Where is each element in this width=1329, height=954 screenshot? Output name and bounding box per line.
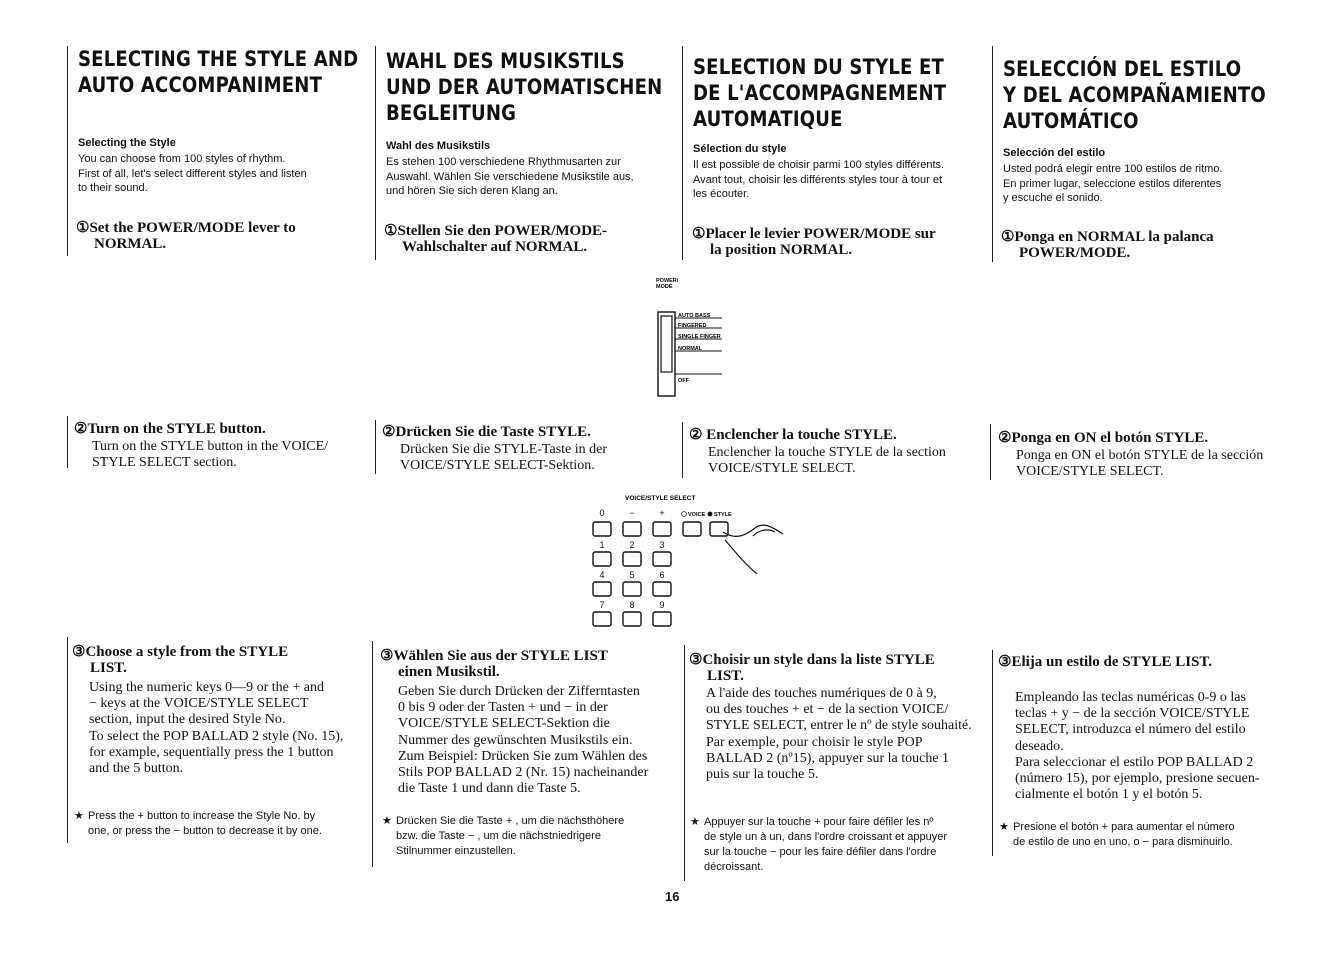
note-en-line1: Press the + button to increase the Style No. by bbox=[88, 810, 316, 822]
step3-de-head-line1: ③Wählen Sie aus der STYLE LIST bbox=[380, 648, 608, 664]
step3-de-body-line5: Zum Beispiel: Drücken Sie zum Wählen des bbox=[398, 748, 648, 764]
power-mode-pos-single-finger: SINGLE FINGER bbox=[678, 334, 721, 340]
step2-fr-head: ② Enclencher la touche STYLE. bbox=[689, 427, 897, 443]
step3-es-body-line4: deseado. bbox=[1015, 738, 1064, 754]
rule-fr-title bbox=[682, 46, 683, 260]
note-en-line2: one, or press the − button to decrease it by one. bbox=[88, 825, 322, 837]
step3-de-body-line7: die Taste 1 und dann die Taste 5. bbox=[398, 781, 581, 797]
note-fr bbox=[690, 815, 948, 875]
power-mode-header-line2: MODE bbox=[656, 284, 673, 290]
voice-button[interactable] bbox=[683, 522, 701, 536]
note-fr-line2: de style un à un, dans l'ordre croissant et appuyer bbox=[704, 831, 948, 843]
step3-de-head-line2: einen Musikstil. bbox=[398, 664, 500, 680]
key-label-8: 8 bbox=[629, 600, 635, 610]
step3-en-body-line1: Using the numeric keys 0—9 or the + and bbox=[89, 680, 324, 695]
title-en bbox=[78, 46, 358, 98]
rule-fr-step2 bbox=[682, 422, 683, 478]
intro-en-line1: You can choose from 100 styles of rhythm. bbox=[78, 153, 286, 165]
rule-de-title bbox=[375, 46, 376, 260]
rule-en-title bbox=[67, 46, 68, 256]
note-es bbox=[999, 820, 1235, 850]
key-1[interactable] bbox=[593, 552, 611, 566]
rule-de-step2 bbox=[375, 420, 376, 474]
power-mode-pos-auto-bass: AUTO BASS bbox=[678, 313, 711, 319]
step1-es bbox=[1001, 229, 1214, 261]
step1-es-line2: POWER/MODE. bbox=[1019, 245, 1131, 261]
step2-es-body-line2: VOICE/STYLE SELECT. bbox=[1016, 464, 1164, 480]
note-de-line2: bzw. die Taste − , um die nächstniedrigere bbox=[396, 830, 601, 842]
intro-de-line1: Es stehen 100 verschiedene Rhythmusarten zur bbox=[386, 156, 621, 168]
rule-fr-step3 bbox=[684, 645, 685, 881]
step3-fr-body-line2: ou des touches + et − de la section VOICE/ bbox=[706, 702, 949, 718]
power-mode-header-line1: POWER/ bbox=[656, 278, 679, 284]
rule-en-step3 bbox=[67, 637, 68, 843]
intro-de-line2: Auswahl. Wählen Sie verschiedene Musikstile aus, bbox=[386, 170, 634, 183]
rule-es-step3 bbox=[992, 650, 993, 856]
step3-de-body-line4: Nummer des gewünschten Musikstils ein. bbox=[398, 732, 633, 748]
intro-fr-line3: les écouter. bbox=[693, 188, 750, 200]
title-en-line1: SELECTING THE STYLE AND bbox=[78, 47, 359, 71]
step1-en-line2: NORMAL. bbox=[94, 236, 167, 252]
subhead-fr: Sélection du style bbox=[693, 143, 787, 155]
step2-es-body bbox=[1016, 448, 1263, 480]
title-fr bbox=[693, 54, 946, 132]
voice-label: VOICE bbox=[688, 512, 706, 518]
key-6[interactable] bbox=[653, 582, 671, 596]
power-mode-pos-normal: NORMAL bbox=[678, 346, 703, 352]
step3-en-body-line4: To select the POP BALLAD 2 style (No. 15), bbox=[89, 728, 344, 744]
step1-en bbox=[76, 220, 296, 252]
step3-es-body-line6: (número 15), por ejemplo, presione secuen- bbox=[1015, 771, 1260, 787]
key-5[interactable] bbox=[623, 582, 641, 596]
step3-en-body-line3: section, input the desired Style No. bbox=[89, 712, 286, 728]
key-label-9: 9 bbox=[659, 600, 665, 610]
step3-de-body-line6: Stils POP BALLAD 2 (Nr. 15) nacheinander bbox=[398, 765, 649, 781]
step3-es-body-line7: cialmente el botón 1 y el botón 5. bbox=[1015, 787, 1203, 803]
title-es-line2: Y DEL ACOMPAÑAMIENTO bbox=[1003, 83, 1266, 107]
subhead-de: Wahl des Musikstils bbox=[386, 140, 491, 152]
key-8[interactable] bbox=[623, 612, 641, 626]
intro-es-line3: y escuche el sonido. bbox=[1003, 192, 1103, 204]
step3-fr-body-line1: A l'aide des touches numériques de 0 à 9, bbox=[706, 686, 937, 701]
step2-fr-body bbox=[708, 445, 946, 477]
step1-fr-line1: ①Placer le levier POWER/MODE sur bbox=[692, 226, 936, 242]
subhead-es: Selección del estilo bbox=[1003, 147, 1106, 159]
step3-de-body bbox=[398, 684, 648, 797]
step3-en-body-line2: − keys at the VOICE/STYLE SELECT bbox=[89, 696, 309, 712]
step1-fr-line2: la position NORMAL. bbox=[710, 242, 853, 258]
intro-en-line2: First of all, let's select different styles and listen bbox=[78, 167, 307, 180]
intro-en-line3: to their sound. bbox=[78, 182, 148, 194]
key-label-0: 0 bbox=[599, 508, 605, 518]
note-fr-star-icon: ★ bbox=[690, 816, 700, 828]
title-en-line2: AUTO ACCOMPANIMENT bbox=[78, 73, 323, 97]
step3-de-body-line1: Geben Sie durch Drücken der Zifferntasten bbox=[398, 684, 640, 699]
intro-fr-line2: Avant tout, choisir les différents styles tour à tour et bbox=[693, 173, 943, 186]
rule-es-title bbox=[992, 46, 993, 262]
key-4[interactable] bbox=[593, 582, 611, 596]
pointing-hand-icon bbox=[723, 525, 783, 574]
step3-fr-body-line6: puis sur la touche 5. bbox=[706, 767, 819, 783]
step3-es-body-line3: SELECT, introduzca el número del estilo bbox=[1015, 722, 1246, 738]
note-de bbox=[382, 814, 625, 859]
note-es-line1: Presione el botón + para aumentar el número bbox=[1013, 821, 1235, 833]
intro-fr bbox=[693, 158, 944, 202]
step3-es-body-line2: teclas + y − de la sección VOICE/STYLE bbox=[1015, 706, 1250, 722]
power-mode-pos-off: OFF bbox=[678, 378, 689, 384]
title-de-line2: UND DER AUTOMATISCHEN bbox=[386, 75, 663, 99]
key-7[interactable] bbox=[593, 612, 611, 626]
intro-es-line1: Usted podrá elegir entre 100 estilos de ritmo. bbox=[1003, 163, 1223, 175]
step3-es-head bbox=[998, 654, 1212, 670]
step2-en-head: ②Turn on the STYLE button. bbox=[74, 421, 266, 437]
power-mode-diagram bbox=[650, 272, 730, 402]
title-es bbox=[1003, 56, 1266, 134]
title-de-line1: WAHL DES MUSIKSTILS bbox=[386, 49, 625, 73]
rule-en-step2 bbox=[67, 416, 68, 468]
note-fr-line4: décroissant. bbox=[704, 861, 764, 873]
note-es-line2: de estilo de uno en uno, o − para disminuirlo. bbox=[1013, 836, 1233, 848]
page-number: 16 bbox=[665, 889, 680, 904]
step2-de-body bbox=[400, 442, 607, 474]
step3-es-body bbox=[1015, 690, 1260, 803]
step3-es-head-line1: ③Elija un estilo de STYLE LIST. bbox=[998, 654, 1213, 670]
step2-de-head: ②Drücken Sie die Taste STYLE. bbox=[382, 424, 591, 440]
step1-es-line1: ①Ponga en NORMAL la palanca bbox=[1001, 229, 1214, 245]
style-indicator-icon bbox=[708, 512, 713, 517]
title-de bbox=[386, 48, 662, 126]
key-plus[interactable] bbox=[653, 522, 671, 536]
title-fr-line1: SELECTION DU STYLE ET bbox=[693, 55, 944, 79]
step2-en-body bbox=[92, 439, 328, 471]
title-fr-line2: DE L'ACCOMPAGNEMENT bbox=[693, 81, 947, 105]
title-de-line3: BEGLEITUNG bbox=[386, 101, 517, 125]
step2-en-body-line2: STYLE SELECT section. bbox=[92, 455, 237, 471]
key-label-minus: − bbox=[629, 508, 635, 518]
intro-de bbox=[386, 155, 634, 199]
step3-fr-head bbox=[689, 652, 935, 684]
key-label-4: 4 bbox=[599, 570, 605, 580]
step3-en-body-line6: and the 5 button. bbox=[89, 761, 184, 777]
step3-fr-body-line3: STYLE SELECT, entrer le nº de style souhaité. bbox=[706, 718, 972, 734]
power-mode-lever[interactable] bbox=[661, 316, 672, 372]
step1-de-line1: ①Stellen Sie den POWER/MODE- bbox=[384, 223, 608, 239]
voice-style-header: VOICE/STYLE SELECT bbox=[625, 495, 696, 502]
note-de-line3: Stilnummer einzustellen. bbox=[396, 845, 516, 857]
step3-de-head bbox=[380, 648, 608, 680]
subhead-en: Selecting the Style bbox=[78, 137, 176, 149]
step3-fr-head-line2: LIST. bbox=[707, 668, 744, 684]
note-en bbox=[74, 809, 322, 839]
power-mode-pos-fingered: FINGERED bbox=[678, 323, 707, 329]
key-label-plus: + bbox=[659, 508, 665, 518]
key-0[interactable] bbox=[593, 522, 611, 536]
step3-de-body-line3: VOICE/STYLE SELECT-Sektion die bbox=[398, 716, 610, 732]
key-label-5: 5 bbox=[629, 570, 635, 580]
step3-en-head-line1: ③Choose a style from the STYLE bbox=[72, 644, 289, 660]
note-de-star-icon: ★ bbox=[382, 815, 392, 827]
key-label-1: 1 bbox=[599, 540, 605, 550]
note-en-star-icon: ★ bbox=[74, 810, 84, 822]
style-label: STYLE bbox=[714, 512, 732, 518]
step1-de-line2: Wahlschalter auf NORMAL. bbox=[402, 239, 588, 255]
intro-fr-line1: Il est possible de choisir parmi 100 styles différents. bbox=[693, 159, 945, 171]
step2-en-body-line1: Turn on the STYLE button in the VOICE/ bbox=[92, 439, 329, 454]
title-es-line1: SELECCIÓN DEL ESTILO bbox=[1003, 57, 1242, 81]
step3-en-head bbox=[72, 644, 288, 676]
intro-en bbox=[78, 152, 307, 196]
step1-fr bbox=[692, 226, 936, 258]
step3-fr-body-line5: BALLAD 2 (nº15), appuyer sur la touche 1 bbox=[706, 750, 950, 766]
key-9[interactable] bbox=[653, 612, 671, 626]
note-es-star-icon: ★ bbox=[999, 821, 1009, 833]
step3-en-body-line5: for example, sequentially press the 1 button bbox=[89, 744, 334, 760]
note-fr-line1: Appuyer sur la touche + pour faire défiler les nº bbox=[704, 816, 934, 828]
step3-de-body-line2: 0 bis 9 oder der Tasten + und − in der bbox=[398, 700, 608, 716]
step2-de-body-line2: VOICE/STYLE SELECT-Sektion. bbox=[400, 458, 595, 474]
voice-indicator-icon bbox=[682, 512, 687, 517]
step3-es-body-line1: Empleando las teclas numéricas 0-9 o las bbox=[1015, 690, 1246, 705]
step3-en-head-line2: LIST. bbox=[90, 660, 127, 676]
step2-es-body-line1: Ponga en ON el botón STYLE de la sección bbox=[1016, 448, 1264, 463]
key-2[interactable] bbox=[623, 552, 641, 566]
title-es-line3: AUTOMÁTICO bbox=[1003, 109, 1139, 133]
step2-es-head: ②Ponga en ON el botón STYLE. bbox=[998, 430, 1209, 446]
key-3[interactable] bbox=[653, 552, 671, 566]
rule-es-step2 bbox=[990, 424, 991, 480]
step3-fr-body-line4: Par exemple, pour choisir le style POP bbox=[706, 734, 923, 750]
step2-fr-body-line2: VOICE/STYLE SELECT. bbox=[708, 461, 856, 477]
step3-es-body-line5: Para seleccionar el estilo POP BALLAD 2 bbox=[1015, 754, 1254, 770]
intro-es-line2: En primer lugar, seleccione estilos diferentes bbox=[1003, 177, 1222, 190]
intro-de-line3: und hören Sie sich deren Klang an. bbox=[386, 185, 558, 197]
key-label-6: 6 bbox=[659, 570, 665, 580]
step3-fr-head-line1: ③Choisir un style dans la liste STYLE bbox=[689, 652, 935, 668]
key-label-7: 7 bbox=[599, 600, 605, 610]
intro-es bbox=[1003, 162, 1223, 206]
step3-en-body bbox=[89, 680, 343, 777]
voice-style-select-diagram bbox=[585, 488, 795, 628]
key-label-3: 3 bbox=[659, 540, 665, 550]
key-label-2: 2 bbox=[629, 540, 635, 550]
step1-de bbox=[384, 223, 607, 255]
note-de-line1: Drücken Sie die Taste + , um die nächsthöhere bbox=[396, 815, 625, 827]
rule-de-step3 bbox=[372, 641, 373, 867]
step3-fr-body bbox=[706, 686, 972, 783]
step1-en-line1: ①Set the POWER/MODE lever to bbox=[76, 220, 296, 236]
note-fr-line3: sur la touche − pour les faire défiler dans l'ordre bbox=[704, 846, 937, 858]
key-minus[interactable] bbox=[623, 522, 641, 536]
title-fr-line3: AUTOMATIQUE bbox=[693, 107, 843, 131]
step2-de-body-line1: Drücken Sie die STYLE-Taste in der bbox=[400, 442, 608, 457]
step2-fr-body-line1: Enclencher la touche STYLE de la section bbox=[708, 445, 946, 460]
